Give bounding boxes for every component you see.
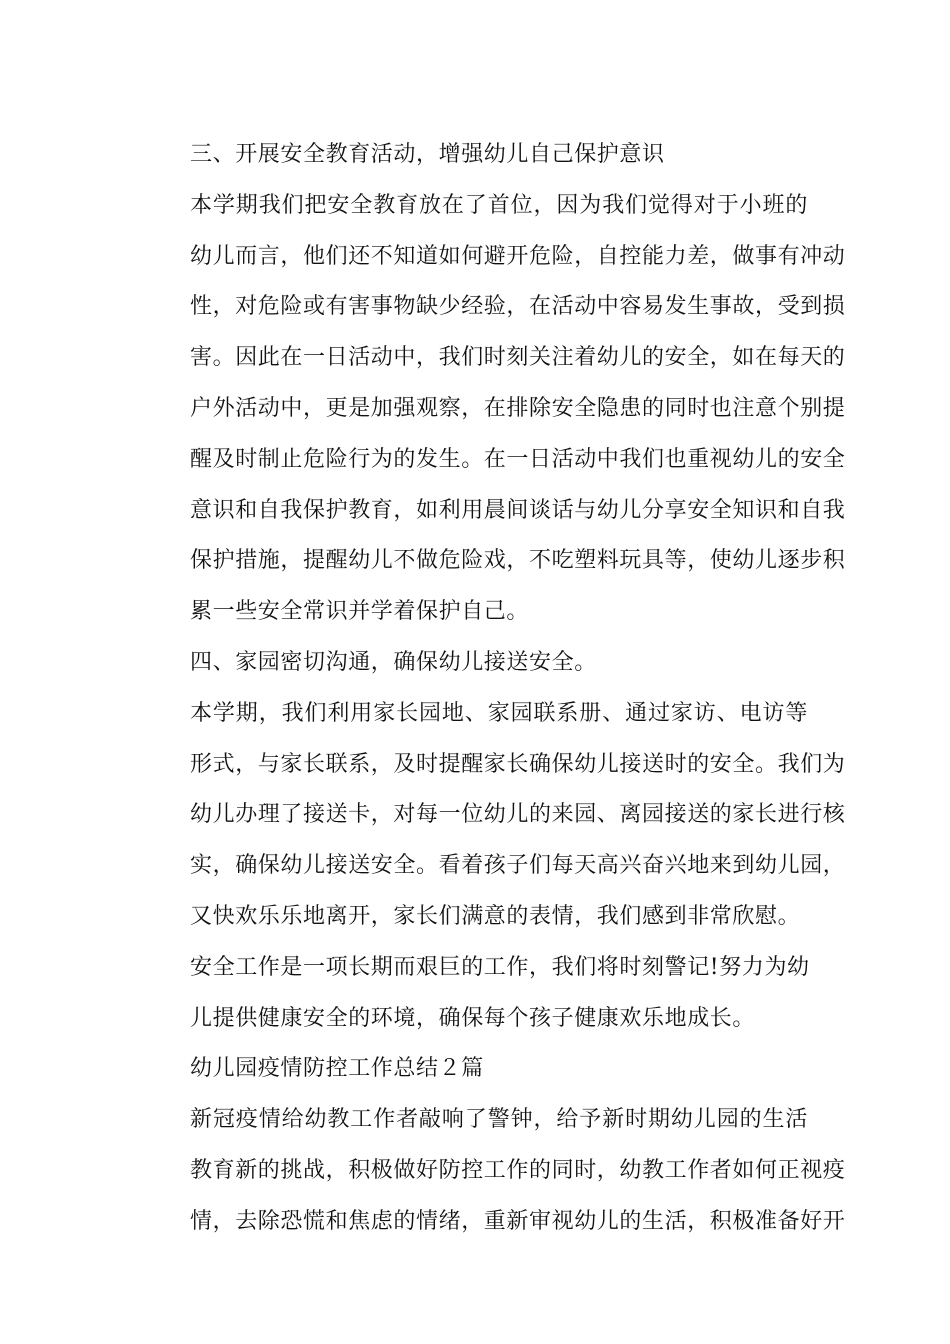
text-line: 意识和自我保护教育，如利用晨间谈话与幼儿分享安全知识和自我: [190, 497, 846, 523]
text-line: 本学期我们把安全教育放在了首位，因为我们觉得对于小班的: [190, 192, 808, 218]
document-body: [146, 130, 846, 1248]
text-line: 醒及时制止危险行为的发生。在一日活动中我们也重视幼儿的安全: [190, 446, 846, 472]
section-heading-home-school: [146, 638, 808, 689]
document-title: [146, 1044, 808, 1095]
text-line: 性，对危险或有害事物缺少经验，在活动中容易发生事故，受到损: [190, 294, 846, 320]
paragraph-safety-education: [146, 181, 846, 638]
text-line: 幼儿办理了接送卡，对每一位幼儿的来园、离园接送的家长进行核: [190, 802, 846, 828]
text-line: 教育新的挑战，积极做好防控工作的同时，幼教工作者如何正视疫: [190, 1157, 846, 1183]
text-line: 户外活动中，更是加强观察，在排除安全隐患的同时也注意个别提: [190, 395, 846, 421]
text-line: 情，去除恐慌和焦虑的情绪，重新审视幼儿的生活，积极准备好开: [190, 1208, 846, 1234]
text-line: 四、家园密切沟通，确保幼儿接送安全。: [190, 649, 597, 675]
text-line: 害。因此在一日活动中，我们时刻关注着幼儿的安全，如在每天的: [190, 345, 846, 371]
text-line: 形式，与家长联系，及时提醒家长确保幼儿接送时的安全。我们为: [190, 751, 846, 777]
text-line: 幼儿而言，他们还不知道如何避开危险，自控能力差，做事有冲动: [190, 243, 846, 269]
text-line: 安全工作是一项长期而艰巨的工作，我们将时刻警记!努力为幼: [190, 954, 810, 980]
text-line: 新冠疫情给幼教工作者敲响了警钟，给予新时期幼儿园的生活: [190, 1107, 808, 1133]
text-line: 儿提供健康安全的环境，确保每个孩子健康欢乐地成长。: [190, 1005, 756, 1031]
text-line: 幼儿园疫情防控工作总结２篇: [190, 1056, 484, 1082]
text-line: 保护措施，提醒幼儿不做危险戏，不吃塑料玩具等，使幼儿逐步积: [190, 548, 846, 574]
section-heading-safety-education: [146, 130, 808, 181]
text-line: 三、开展安全教育活动，增强幼儿自己保护意识: [190, 142, 665, 167]
text-line: 累一些安全常识并学着保护自己。: [190, 599, 530, 625]
text-line: 本学期，我们利用家长园地、家园联系册、通过家访、电访等: [190, 700, 808, 726]
text-line: 实，确保幼儿接送安全。看着孩子们每天高兴奋兴地来到幼儿园，: [190, 853, 846, 879]
paragraph-epidemic-intro: [146, 1095, 846, 1247]
paragraph-safety-conclusion: [146, 943, 808, 1045]
text-line: 又快欢乐乐地离开，家长们满意的表情，我们感到非常欣慰。: [190, 903, 801, 929]
paragraph-home-school: [146, 689, 846, 943]
